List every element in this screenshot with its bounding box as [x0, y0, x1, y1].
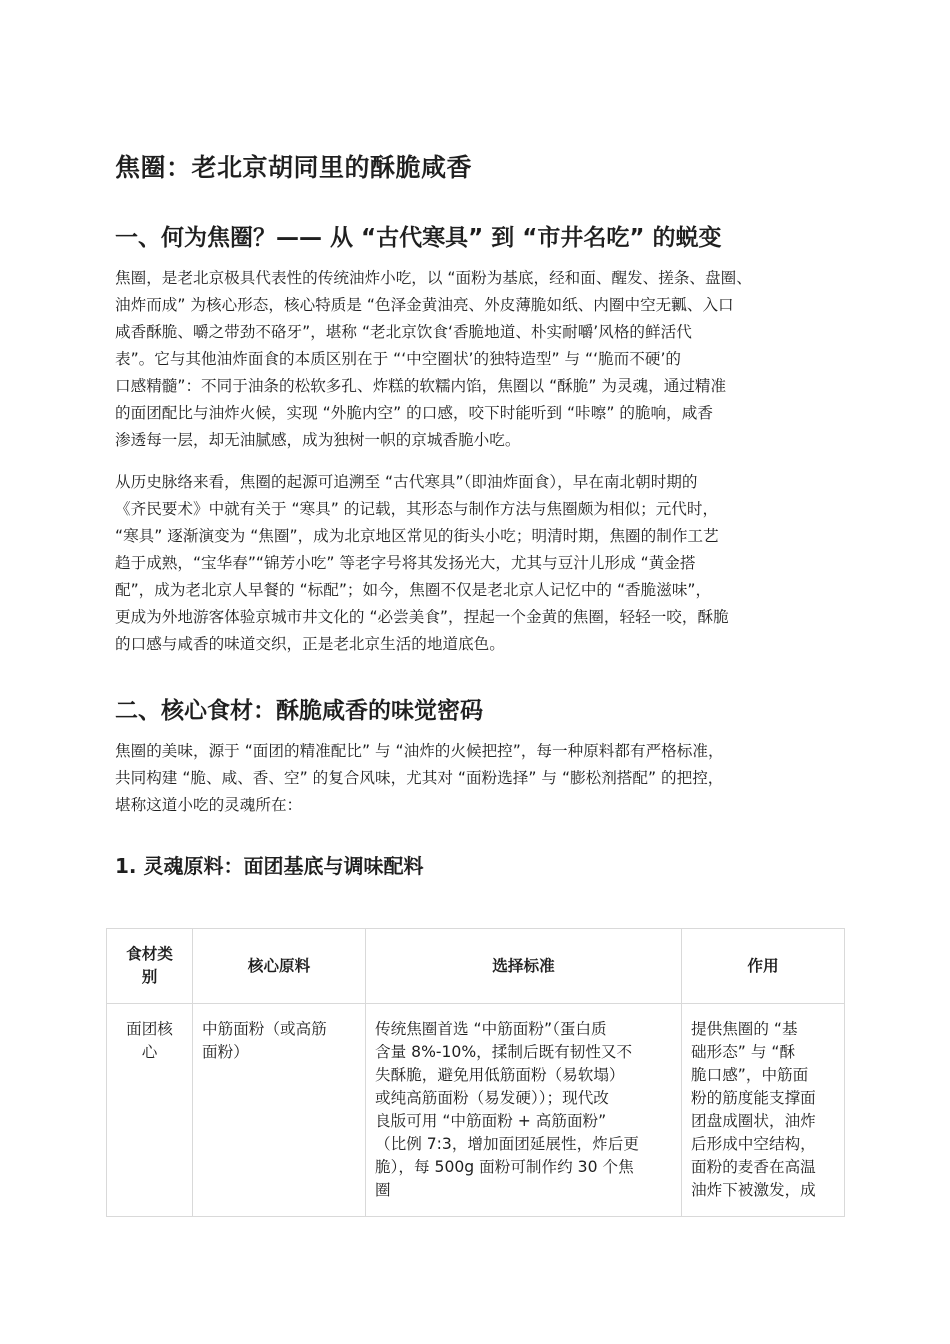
table-row: [107, 1004, 845, 1217]
cell-effect: 提供焦圈的 “基 础形态” 与 “酥 脆口感”，中筋面 粉的筋度能支撑面 团盘成圈状，油炸 后形成中空结构， 面粉的麦香在高温 油炸下被激发，成: [682, 1004, 845, 1217]
section1-heading: 一、何为焦圈？—— 从 “古代寒具” 到 “市井名吃” 的蜕变: [115, 225, 722, 251]
section1-paragraph-1: 焦圈，是老北京极具代表性的传统油炸小吃，以 “面粉为基底，经和面、醒发、搓条、盘圈、 油炸而成” 为核心形态，核心特质是 “色泽金黄油亮、外皮薄脆如纸、内圈中空无瓤、入口 咸香酥脆、嚼之带劲不硌牙”，堪称 “老北京饮食‘香脆地道、朴实耐嚼’风格的鲜活代 表”。它与其他油炸面食的本质区别在于 “‘中空圈状’的独特造型” 与 “‘脆而不硬’的 口感精髓”：不同于油条的松软多孔、炸糕的软糯内馅，焦圈以 “酥脆” 为灵魂，通过精准 的面团配比与油炸火候，实现 “外脆内空” 的口感，咬下时能听到 “咔嚓” 的脆响，咸香 渗透每一层，却无油腻感，成为独树一帜的京城香脆小吃。: [115, 269, 752, 449]
header-standard: 选择标准: [366, 929, 682, 1004]
header-effect: 作用: [682, 929, 845, 1004]
section1-paragraph-2: 从历史脉络来看，焦圈的起源可追溯至 “古代寒具”（即油炸面食），早在南北朝时期的 《齐民要术》中就有关于 “寒具” 的记载，其形态与制作方法与焦圈颇为相似；元代时， “寒具” 逐渐演变为 “焦圈”，成为北京地区常见的街头小吃；明清时期，焦圈的制作工艺 趋于成熟，“宝华春”“锦芳小吃” 等老字号将其发扬光大，尤其与豆汁儿形成 “黄金搭 配”，成为老北京人早餐的 “标配”；如今，焦圈不仅是老北京人记忆中的 “香脆滋味”， 更成为外地游客体验京城市井文化的 “必尝美食”，捏起一个金黄的焦圈，轻轻一咬，酥脆 的口感与咸香的味道交织，正是老北京生活的地道底色。: [115, 473, 729, 653]
cell-ingredient: 中筋面粉（或高筋 面粉）: [193, 1004, 366, 1217]
page-title: 焦圈：老北京胡同里的酥脆咸香: [115, 153, 473, 182]
section2-heading: 二、核心食材：酥脆咸香的味觉密码: [115, 698, 483, 724]
header-ingredient: 核心原料: [193, 929, 366, 1004]
table-header-row: [107, 929, 845, 1004]
ingredient-table: [106, 928, 845, 1217]
cell-standard: 传统焦圈首选 “中筋面粉”（蛋白质 含量 8%-10%，揉制后既有韧性又不 失酥脆，避免用低筋面粉（易软塌） 或纯高筋面粉（易发硬））；现代改 良版可用 “中筋面粉 + 高筋面粉” （比例 7:3，增加面团延展性，炸后更 脆），每 500g 面粉可制作约 30 个焦 圈: [366, 1004, 682, 1217]
subsection-heading: 1. 灵魂原料：面团基底与调味配料: [115, 854, 424, 878]
cell-category: 面团核 心: [107, 1004, 193, 1217]
section2-paragraph: 焦圈的美味，源于 “面团的精准配比” 与 “油炸的火候把控”，每一种原料都有严格标准， 共同构建 “脆、咸、香、空” 的复合风味，尤其对 “面粉选择” 与 “膨松剂搭配” 的把控， 堪称这道小吃的灵魂所在：: [115, 742, 724, 814]
header-category: 食材类 别: [107, 929, 193, 1004]
